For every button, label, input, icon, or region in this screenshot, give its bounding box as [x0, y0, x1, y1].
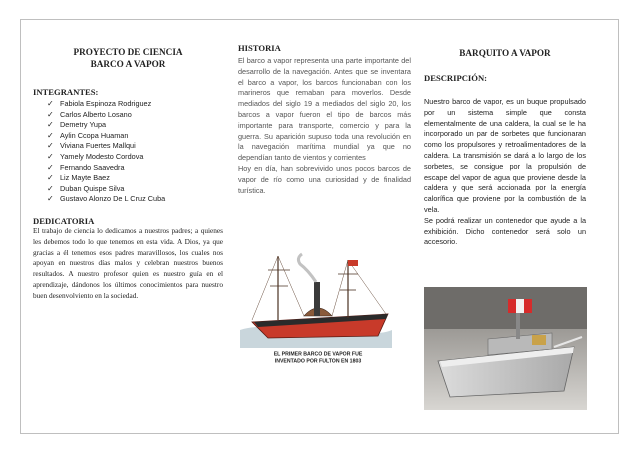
list-item: ✓ Aylin Ccopa Huaman	[47, 130, 129, 140]
column-project	[33, 46, 223, 302]
column-description	[424, 47, 586, 248]
list-item: ✓ Yamely Modesto Cordova	[47, 151, 144, 161]
history-text: El barco a vapor representa una parte importante del desarrollo de la navegación. Antes que se inventara el barco a vapor, los barcos funcionaban con los marineros que remaban para moverlos. Desde mediados del siglo 19 a mediados del siglo 20, los barcos a vapor fueron el tipo de barcos más importante para transporte, comercio y para la guerra. Su aparición supuso toda una revolución en la navegación marítima mundial ya que no dependían tanto de vientos y corrientes	[238, 56, 411, 163]
members-list	[47, 99, 223, 205]
list-item: ✓ Fernando Saavedra	[47, 162, 125, 172]
description-heading: DESCRIPCIÓN:	[424, 73, 488, 83]
column-history	[238, 43, 411, 196]
dedication-heading: DEDICATORIA	[33, 215, 95, 226]
project-title-line1: PROYECTO DE CIENCIA	[73, 47, 183, 57]
description-title: BARQUITO A VAPOR	[459, 48, 551, 58]
list-item: ✓ Viviana Fuertes Mallqui	[47, 141, 136, 151]
caption-line2: INVENTADO POR FULTON EN 1803	[274, 358, 362, 365]
list-item: ✓ Gustavo Alonzo De L Cruz Cuba	[47, 194, 166, 204]
checkmark-icon: ✓	[47, 194, 54, 204]
history-text-2: Hoy en día, han sobrevivido unos pocos barcos de vapor de río como una curiosidad y de finalidad turística.	[238, 163, 411, 195]
list-item: ✓ Carlos Alberto Losano	[47, 109, 132, 119]
steamship-illustration	[238, 244, 394, 370]
boat-model-photo	[424, 287, 587, 410]
checkmark-icon: ✓	[47, 109, 54, 119]
list-item: ✓ Liz Mayte Baez	[47, 173, 110, 183]
list-item: ✓ Demetry Yupa	[47, 120, 107, 130]
checkmark-icon: ✓	[47, 120, 54, 130]
history-heading: HISTORIA	[238, 43, 281, 53]
list-item: ✓ Duban Quispe Silva	[47, 183, 125, 193]
description-text: Nuestro barco de vapor, es un buque propulsado por un sistema simple que consta elementalmente de una caldera, la cual se le ha incorporado un par de sorbetes que funcionaran como los propulsores y retroalimentadores de la caldera. La transmisión se dará a lo largo de los sorbetes, se consigue por la propulsión de escape del vapor de agua que proviene desde la caldera y que será accionada por la energía calorífica que proviene por la combustión de la vela.	[424, 97, 586, 214]
dedication-text: El trabajo de ciencia lo dedicamos a nuestros padres; a quienes les debemos todo lo que tenemos en esta vida. A Dios, ya que gracias a él tenemos esos padres maravillosos, los cuales nos apoyan en nuestros días malos y celebran nuestros buenos resultados. A nuestro profesor quien es nuestro guía en el aprendizaje, dándonos los últimos conocimientos para nuestro buen desenvolviento en la sociedad.	[33, 225, 223, 300]
checkmark-icon: ✓	[47, 141, 54, 151]
description-text-2: Se podrá realizar un contenedor que ayude a la exhibición. Dicho contenedor será solo un accesorio.	[424, 215, 586, 247]
checkmark-icon: ✓	[47, 130, 54, 140]
checkmark-icon: ✓	[47, 173, 54, 183]
members-heading: INTEGRANTES:	[33, 87, 99, 97]
list-item: ✓ Fabiola Espinoza Rodriguez	[47, 99, 152, 108]
checkmark-icon: ✓	[47, 151, 54, 161]
checkmark-icon: ✓	[47, 162, 54, 172]
checkmark-icon: ✓	[47, 183, 54, 193]
checkmark-icon: ✓	[47, 99, 54, 108]
project-title-line2: BARCO A VAPOR	[90, 59, 166, 69]
caption-line1: EL PRIMER BARCO DE VAPOR FUE	[273, 351, 363, 358]
